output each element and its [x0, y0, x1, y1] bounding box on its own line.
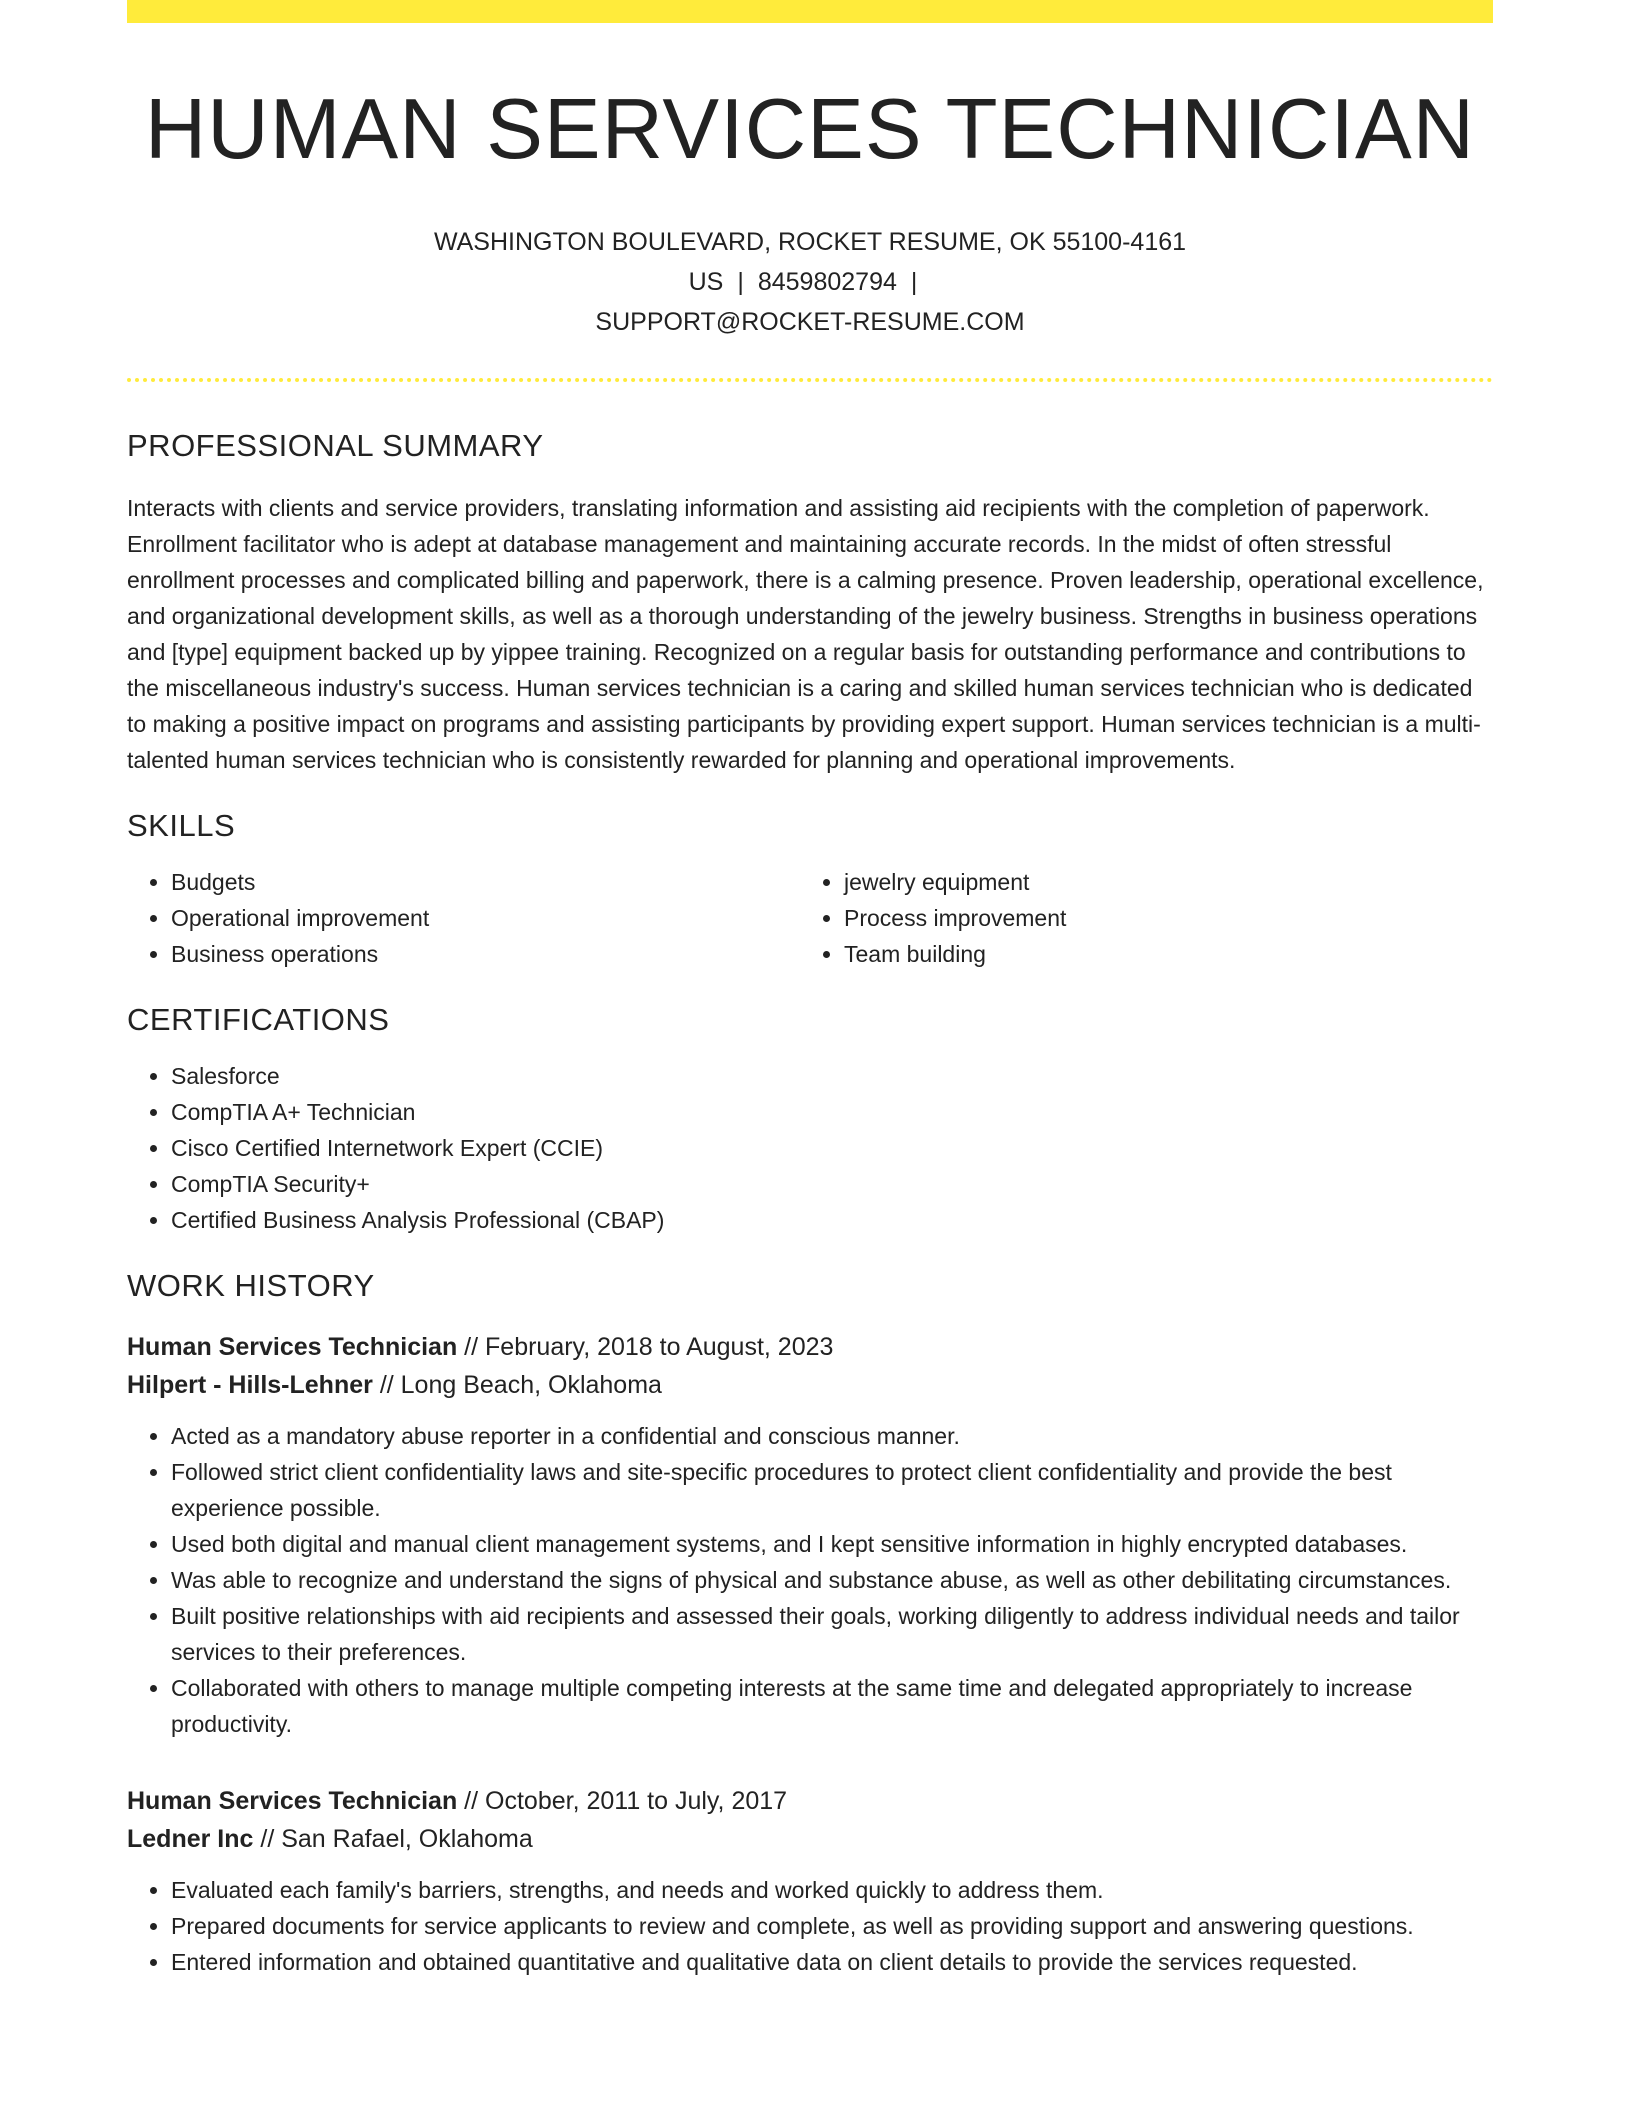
skill-item: • Operational improvement — [171, 900, 800, 936]
skills-heading: SKILLS — [127, 807, 236, 843]
certification-item: • CompTIA Security+ — [171, 1166, 1493, 1202]
certifications-list — [127, 1058, 1493, 1238]
job-bullet: • Was able to recognize and understand the signs of physical and substance abuse, as well as other debilitating circumstances. — [171, 1562, 1493, 1598]
header-divider — [127, 378, 1493, 382]
certification-item: • CompTIA A+ Technician — [171, 1094, 1493, 1130]
job-title-line — [127, 1782, 1493, 1820]
job-company: Hilpert - Hills-Lehner — [127, 1370, 373, 1399]
job-bullet: • Collaborated with others to manage multiple competing interests at the same time and delegated appropriately to increase productivity. — [171, 1670, 1493, 1742]
contact-phone: 8459802794 — [757, 267, 897, 296]
summary-text: Interacts with clients and service providers, translating information and assisting aid recipients with the completion of paperwork. Enrollment facilitator who is adept at database management and maintaining accurate records. In the midst of often stressful enrollment processes and complicated billing and paperwork, there is a calming presence. Proven leadership, operational excellence, and organizational development skills, as well as a thorough understanding of the jewelry business. Strengths in business operations and [type] equipment backed up by yippee training. Recognized on a regular basis for outstanding performance and contributions to the miscellaneous industry's success. Human services technician is a caring and skilled human services technician who is dedicated to making a positive impact on programs and assisting participants by providing expert support. Human services technician is a multi-talented human services technician who is consistently rewarded for planning and operational improvements. — [127, 494, 1484, 773]
job-bullet: • Used both digital and manual client management systems, and I kept sensitive information in highly encrypted databases. — [171, 1526, 1493, 1562]
certification-item: • Certified Business Analysis Professional (CBAP) — [171, 1202, 1493, 1238]
job-role: Human Services Technician — [127, 1786, 458, 1815]
job-bullet: • Acted as a mandatory abuse reporter in a confidential and conscious manner. — [171, 1418, 1493, 1454]
job-bullet: • Entered information and obtained quantitative and qualitative data on client details to provide the services requested. — [171, 1944, 1493, 1980]
accent-bar — [127, 0, 1493, 23]
job-dates: // February, 2018 to August, 2023 — [457, 1332, 834, 1361]
resume-page — [127, 0, 1493, 1980]
skill-item: • Budgets — [171, 864, 800, 900]
skill-item: • Business operations — [171, 936, 800, 972]
skill-item: • Process improvement — [844, 900, 1473, 936]
contact-address: WASHINGTON BOULEVARD, ROCKET RESUME, OK 55100-4161 US — [433, 227, 1187, 296]
skills-list-left — [127, 864, 800, 972]
job-role: Human Services Technician — [127, 1332, 458, 1361]
summary-heading: PROFESSIONAL SUMMARY — [127, 427, 544, 463]
skills-list-right — [800, 864, 1473, 972]
skill-item: • Team building — [844, 936, 1473, 972]
contact-info — [310, 222, 1310, 342]
job-entry — [127, 1782, 1493, 1980]
job-bullets — [127, 1418, 1493, 1742]
job-dates: // October, 2011 to July, 2017 — [457, 1786, 788, 1815]
certification-item: • Cisco Certified Internetwork Expert (CCIE) — [171, 1130, 1493, 1166]
job-bullet: • Followed strict client confidentiality laws and site-specific procedures to protect client confidentiality and provide the best experience possible. — [171, 1454, 1493, 1526]
work-history-heading: WORK HISTORY — [127, 1267, 375, 1303]
contact-separator: | — [737, 267, 744, 296]
job-bullets — [127, 1872, 1493, 1980]
skill-item: • jewelry equipment — [844, 864, 1473, 900]
job-company-line — [127, 1820, 1493, 1858]
job-bullet: • Built positive relationships with aid recipients and assessed their goals, working diligently to address individual needs and tailor services to their preferences. — [171, 1598, 1493, 1670]
job-bullet: • Prepared documents for service applicants to review and complete, as well as providing support and answering questions. — [171, 1908, 1493, 1944]
contact-separator: | — [910, 267, 918, 296]
job-company: Ledner Inc — [127, 1824, 254, 1853]
job-company-line — [127, 1366, 1493, 1404]
job-location: // Long Beach, Oklahoma — [372, 1370, 662, 1399]
job-entry — [127, 1328, 1493, 1742]
job-location: // San Rafael, Oklahoma — [253, 1824, 533, 1853]
job-bullet: • Evaluated each family's barriers, strengths, and needs and worked quickly to address them. — [171, 1872, 1493, 1908]
certification-item: • Salesforce — [171, 1058, 1493, 1094]
skills-grid — [127, 844, 1493, 972]
certifications-heading: CERTIFICATIONS — [127, 1001, 390, 1037]
contact-email: SUPPORT@ROCKET-RESUME.COM — [595, 307, 1025, 336]
resume-name: HUMAN SERVICES TECHNICIAN — [144, 82, 1476, 177]
job-title-line — [127, 1328, 1493, 1366]
